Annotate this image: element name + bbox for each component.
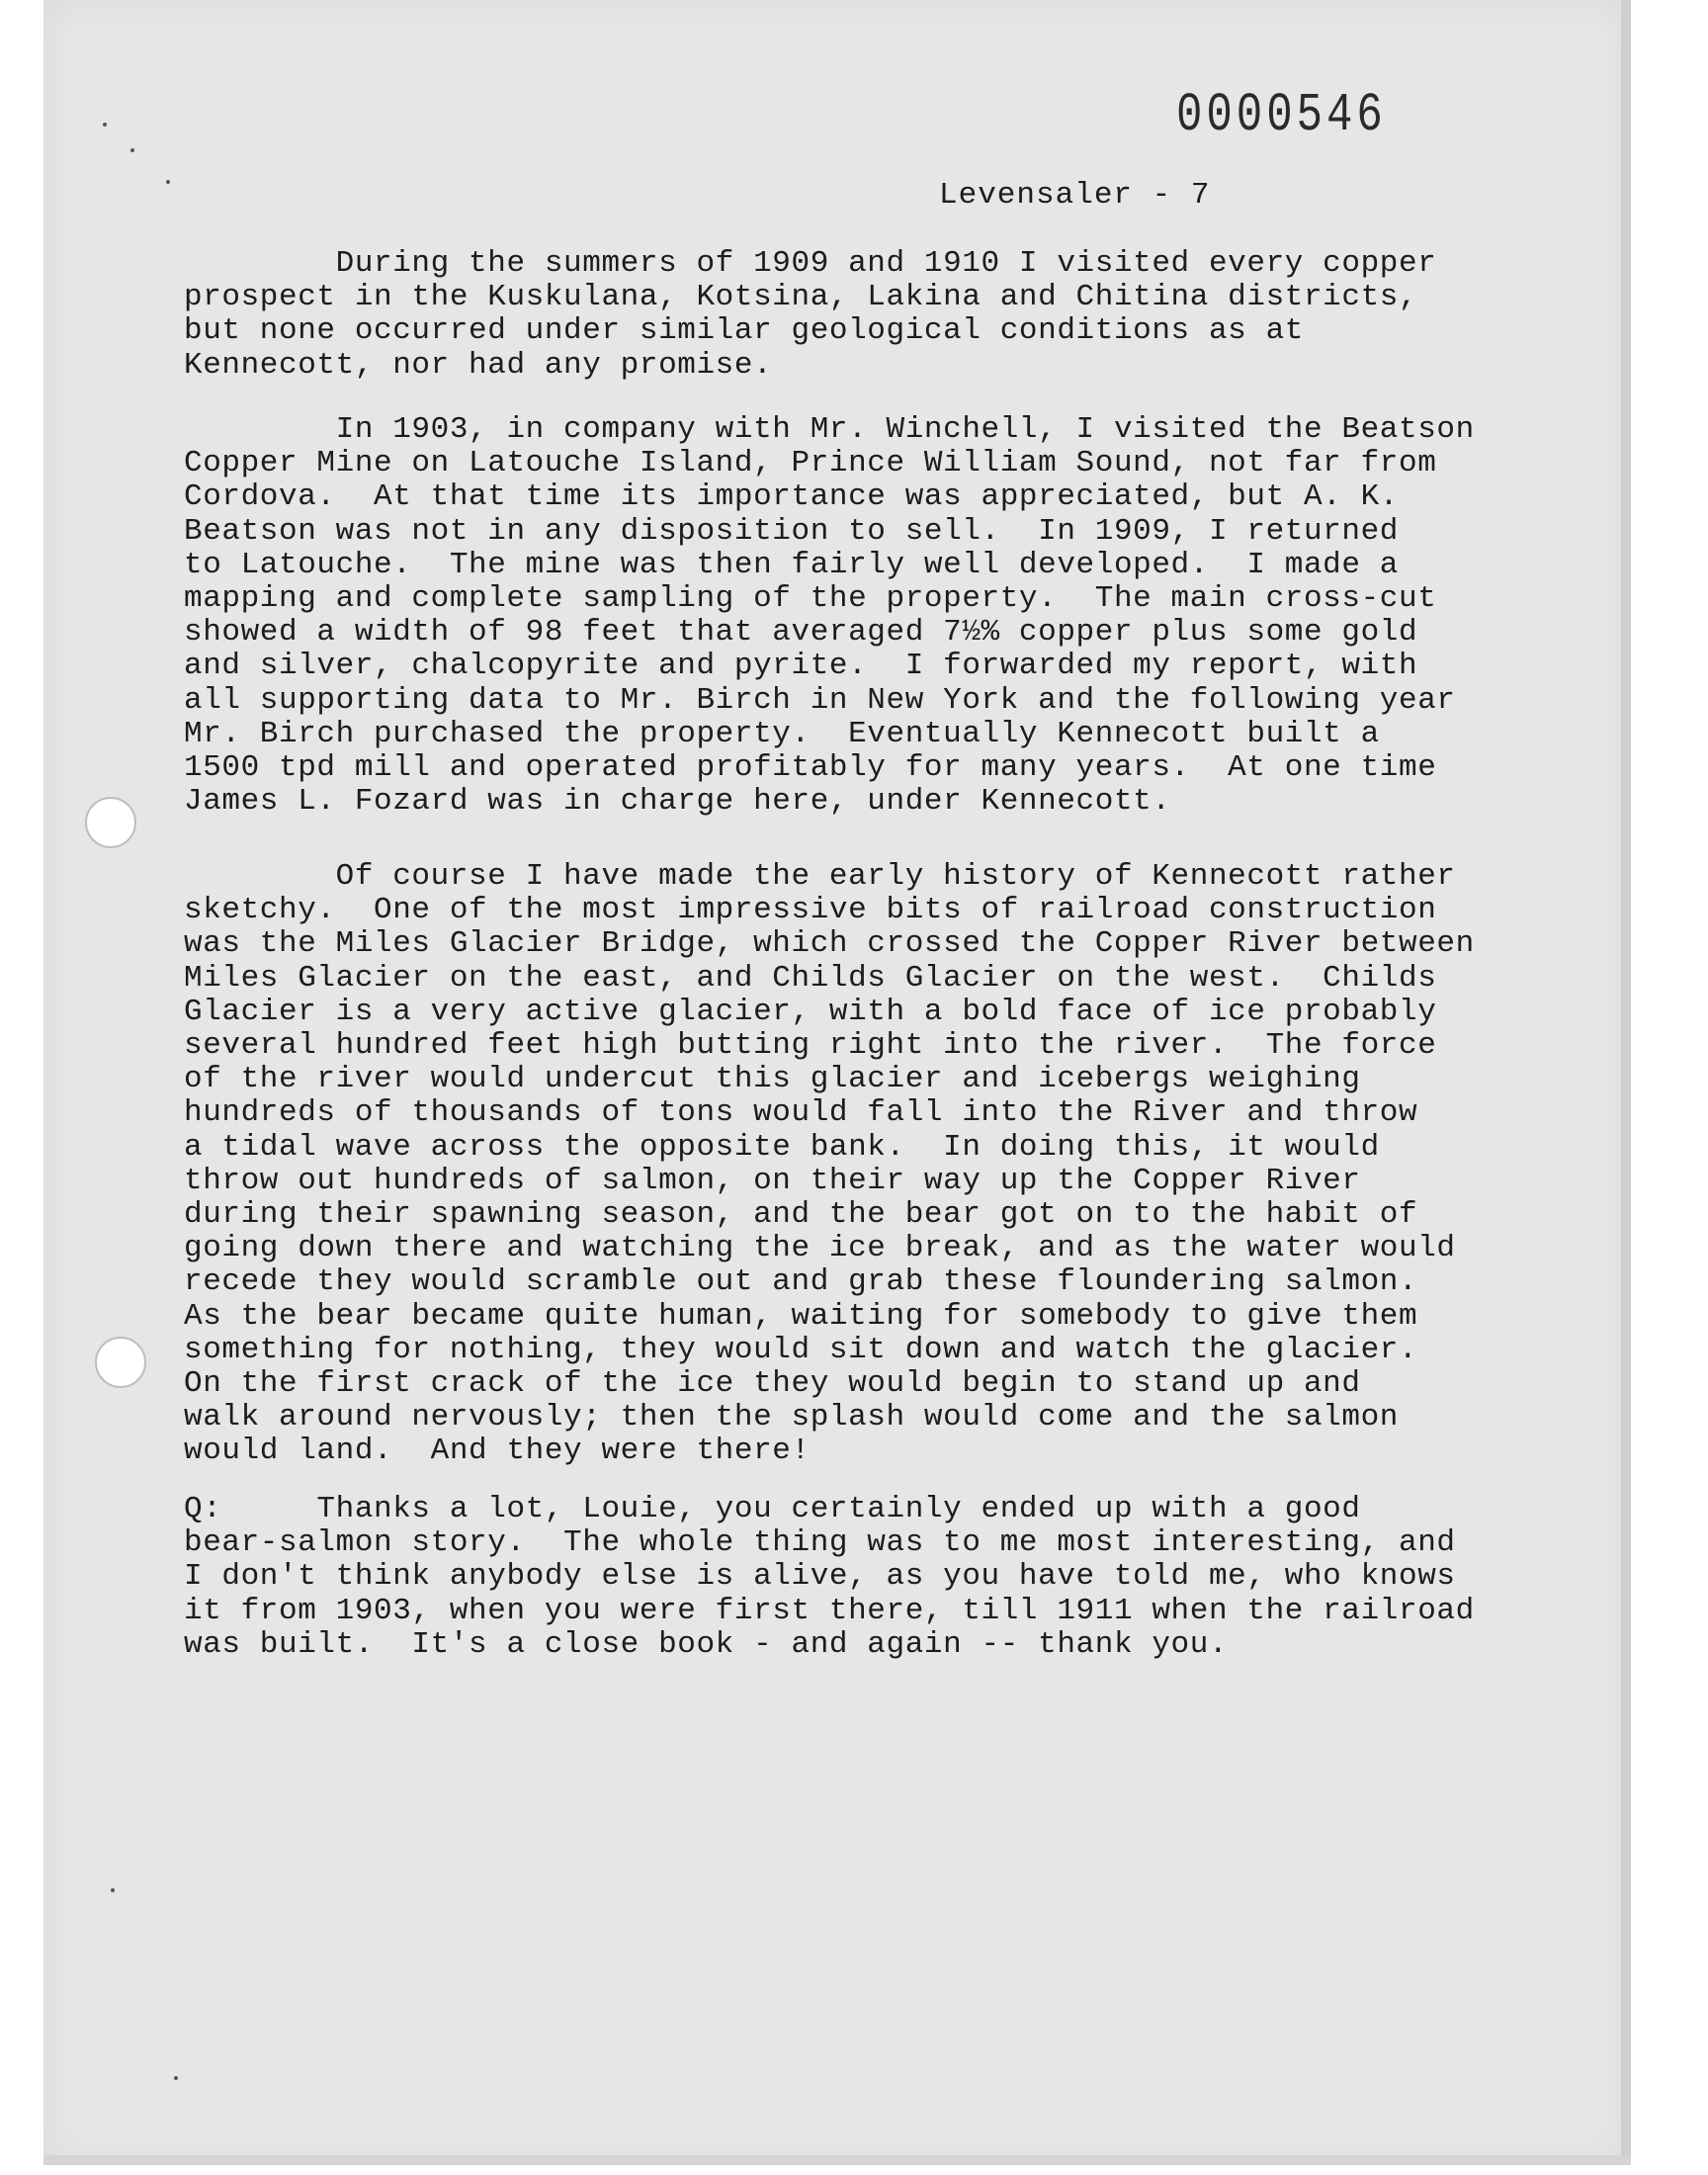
scan-speck: [130, 148, 134, 152]
page-edge-right: [1621, 0, 1631, 2165]
scan-speck: [111, 1888, 115, 1892]
paragraph-4: Q: Thanks a lot, Louie, you certainly ended up with a good bear-salmon story. The whole thing was to me most interesting, and I don't think anybody else is alive, as you have told me, who knows it from 1903, when you were first there, till 1911 when the railroad was built. It's a close book - and again -- thank you.: [184, 1492, 1475, 1662]
paragraph-2: In 1903, in company with Mr. Winchell, I visited the Beatson Copper Mine on Latouche Island, Prince William Sound, not far from Cordova. At that time its importance was appreciated, but A. K. Beatson was not in any disposition to sell. In 1909, I returned to Latouche. The mine was then fairly well developed. I made a mapping and complete sampling of the property. The main cross-cut showed a width of 98 feet that averaged 7½% copper plus some gold and silver, chalcopyrite and pyrite. I forwarded my report, with all supporting data to Mr. Birch in New York and the following year Mr. Birch purchased the property. Eventually Kennecott built a 1500 tpd mill and operated profitably for many years. At one time James L. Fozard was in charge here, under Kennecott.: [184, 412, 1475, 820]
page-edge-bottom: [43, 2155, 1631, 2165]
paragraph-1: During the summers of 1909 and 1910 I visited every copper prospect in the Kuskulana, Kotsina, Lakina and Chitina districts, but none occurred under similar geological conditions as at Kennecott, nor had any promise.: [184, 246, 1437, 383]
scan-speck: [174, 2076, 178, 2080]
scan-speck: [166, 180, 170, 184]
document-number: 0000546: [1176, 85, 1387, 147]
punch-hole-lower: [95, 1337, 146, 1388]
running-head: Levensaler - 7: [939, 178, 1211, 213]
punch-hole-upper: [85, 797, 136, 848]
scan-speck: [103, 123, 107, 127]
paragraph-3: Of course I have made the early history of Kennecott rather sketchy. One of the most impressive bits of railroad construction was the Miles Glacier Bridge, which crossed the Copper River between Miles Glacier on the east, and Childs Glacier on the west. Childs Glacier is a very active glacier, with a bold face of ice probably several hundred feet high butting right into the river. The force of the river would undercut this glacier and icebergs weighing hundreds of thousands of tons would fall into the River and throw a tidal wave across the opposite bank. In doing this, it would throw out hundreds of salmon, on their way up the Copper River during their spawning season, and the bear got on to the habit of going down there and watching the ice break, and as the water would recede they would scramble out and grab these floundering salmon. As the bear became quite human, waiting for somebody to give them something for nothing, they would sit down and watch the glacier. On the first crack of the ice they would begin to stand up and walk around nervously; then the splash would come and the salmon would land. And they were there!: [184, 859, 1475, 1469]
